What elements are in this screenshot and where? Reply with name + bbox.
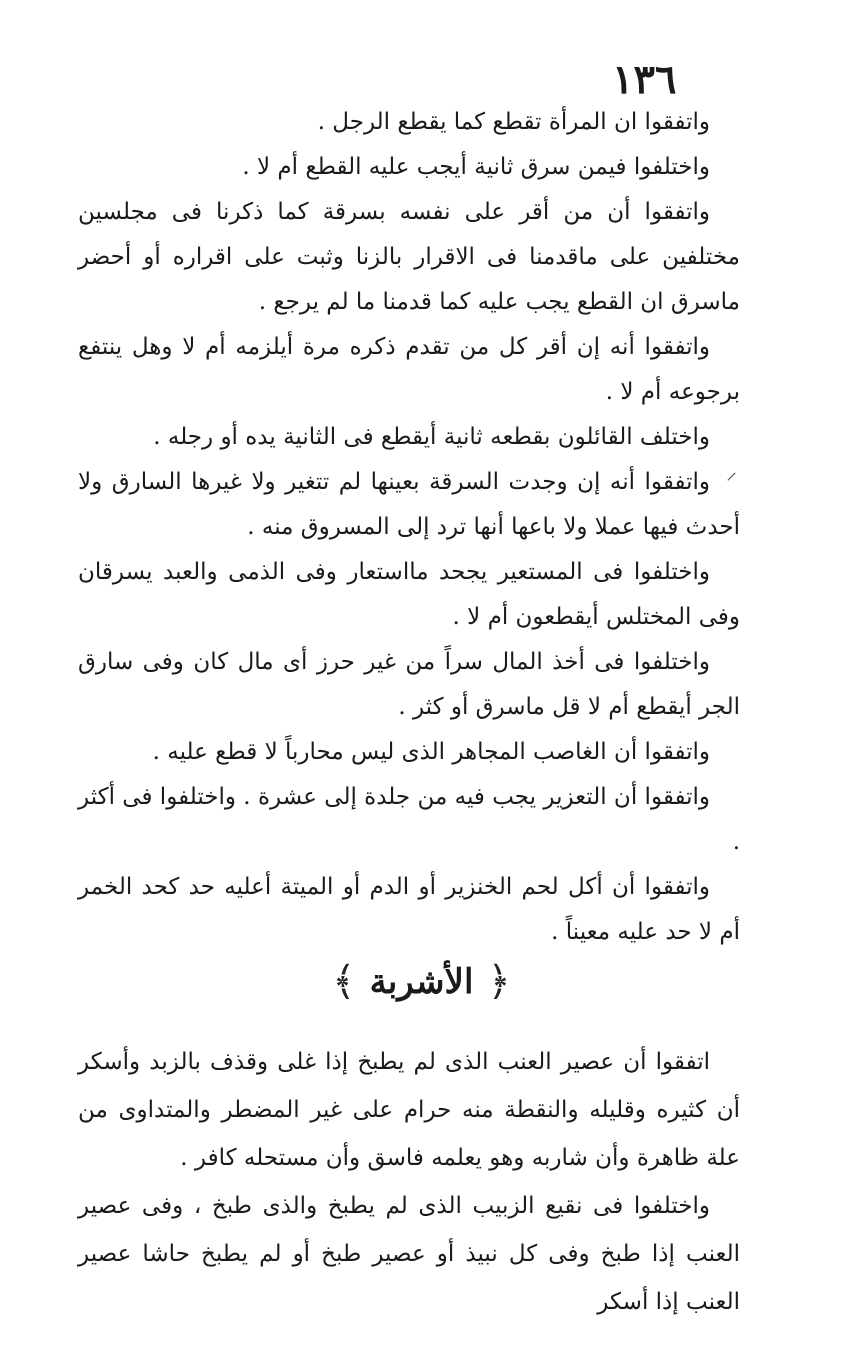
paragraph: واتفقوا أن التعزير يجب فيه من جلدة إلى عشرة . واختلفوا فى أكثر . (78, 784, 740, 855)
paragraph: واختلفوا فى أخذ المال سراً من غير حرز أى مال كان وفى سارق الجر أيقطع أم لا قل ماسرق أو كثر . (78, 649, 740, 720)
paragraph: واختلفوا فى نقيع الزبيب الذى لم يطبخ والذى طبخ ، وفى عصير العنب إذا طبخ وفى كل نبيذ أو عصير طبخ أو لم يطبخ حاشا عصير العنب إذا أسكر (78, 1193, 741, 1315)
paragraph: واتفقوا أنه إن أقر كل من تقدم ذكره مرة أيلزمه أم لا وهل ينتفع برجوعه أم لا . (78, 334, 740, 405)
section-heading (0, 959, 843, 1005)
section-sariqa-text (78, 100, 740, 955)
heading-title: الأشربة (369, 962, 474, 1002)
paragraph: واتفقوا أن أكل لحم الخنزير أو الدم أو الميتة أعليه حد كحد الخمر أم لا حد عليه معيناً . (78, 874, 740, 945)
paragraph: واتفقوا أن الغاصب المجاهر الذى ليس محارباً لا قطع عليه . (152, 739, 710, 765)
paragraph: واختلفوا فيمن سرق ثانية أيجب عليه القطع أم لا . (242, 154, 710, 180)
paragraph: واتفقوا أن من أقر على نفسه بسرقة كما ذكرنا فى مجلسين مختلفين على ماقدمنا فى الاقرار بالزنا وثبت على اقراره أو أحضر ماسرق ان القطع يجب عليه كما قدمنا ما لم يرجع . (78, 199, 740, 315)
margin-mark: ⸝ (726, 460, 738, 485)
ornamental-bracket-right: ﴿ (487, 959, 511, 1005)
section-ashriba-text (78, 1038, 740, 1326)
page-number: ١٣٦ (612, 56, 677, 103)
paragraph: واختلفوا فى المستعير يجحد مااستعار وفى الذمى والعبد يسرقان وفى المختلس أيقطعون أم لا . (78, 559, 740, 630)
paragraph: اتفقوا أن عصير العنب الذى لم يطبخ إذا غلى وقذف بالزبد وأسكر أن كثيره وقليله والنقطة منه حرام على غير المضطر والمتداوى من علة ظاهرة وأن شاربه وهو يعلمه فاسق وأن مستحله كافر . (78, 1049, 740, 1171)
paragraph: واختلف القائلون بقطعه ثانية أيقطع فى الثانية يده أو رجله . (153, 424, 710, 450)
paragraph: واتفقوا أنه إن وجدت السرقة بعينها لم تتغير ولا غيرها السارق ولا أحدث فيها عملا ولا باعها أنها ترد إلى المسروق منه . (78, 469, 740, 540)
paragraph: واتفقوا ان المرأة تقطع كما يقطع الرجل . (317, 109, 710, 135)
ornamental-bracket-left: ﴾ (332, 959, 356, 1005)
